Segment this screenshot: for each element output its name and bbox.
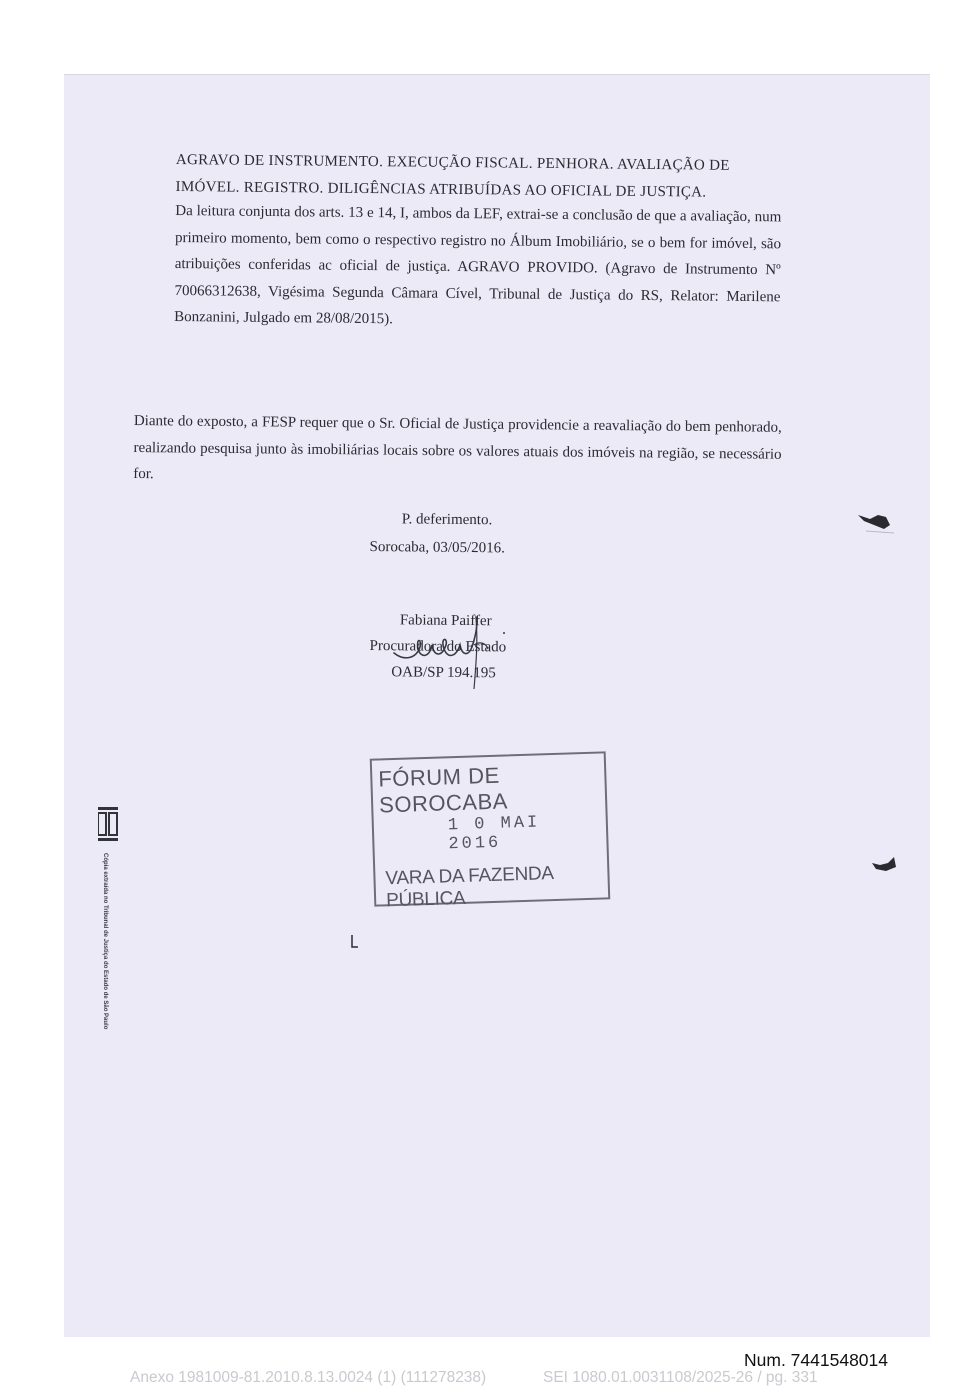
stamp-date: 1 0 MAI 2016	[447, 813, 541, 855]
court-receipt-stamp	[370, 751, 611, 912]
signer-role: Procuradora do Estado	[369, 637, 507, 656]
footer-sei-reference: SEI 1080.01.0031108/2025-26 / pg. 331	[543, 1369, 818, 1386]
signer-name: Fabiana Paiffer	[399, 612, 492, 630]
document-number: Num. 7441548014	[744, 1350, 888, 1370]
tjsp-copy-note	[102, 853, 118, 1030]
signer-oab: OAB/SP 194.195	[391, 664, 496, 682]
stamp-vara: VARA DA FAZENDA PÚBLICA	[385, 863, 554, 912]
tjsp-copy-note-text: Cópia extraída no Tribunal de Justiça do Estado de São Paulo	[102, 853, 108, 1030]
closing-place-date: Sorocaba, 03/05/2016.	[369, 538, 506, 557]
scan-corner-mark	[350, 935, 360, 949]
ementa-heading-line-2: IMÓVEL. REGISTRO. DILIGÊNCIAS ATRIBUÍDAS AO OFICIAL DE JUSTIÇA.	[175, 178, 707, 201]
closing-block	[369, 505, 570, 563]
scan-blot-mark	[870, 855, 900, 877]
scanned-page	[64, 74, 930, 1337]
ementa-text: Da leitura conjunta dos arts. 13 e 14, I, ambos da LEF, extrai-se a conclusão de que a avaliação, num primeiro momento, bem como o respectivo registro no Álbum Imobiliário, se o bem for imóvel, são atribuições conferidas ac oficial de justiça. AGRAVO PROVIDO. (Agravo de Instrumento Nº 70066312638, Vigésima Segunda Câmara Cível, Tribunal de Justiça do RS, Relator: Marilene Bonzanini, Julgado em 28/08/2015).	[174, 202, 782, 328]
closing-deferimento: P. deferimento.	[401, 511, 493, 529]
signer-block	[369, 607, 570, 687]
ementa-block	[174, 147, 782, 337]
tjsp-logo-icon	[98, 807, 118, 841]
footer-annex-reference: Anexo 1981009-81.2010.8.13.0024 (1) (111278238)	[130, 1369, 487, 1386]
scan-blot-mark	[856, 509, 898, 535]
stamp-forum: FÓRUM DE SOROCABA	[377, 762, 509, 818]
ementa-heading-line-1: AGRAVO DE INSTRUMENTO. EXECUÇÃO FISCAL. PENHORA. AVALIAÇÃO DE	[175, 151, 730, 174]
request-paragraph: Diante do exposto, a FESP requer que o Sr. Oficial de Justiça providencie a reavaliação do bem penhorado, realizando pesquisa junto às imobiliárias locais sobre os valores atuais dos imóveis na região, se necessário for.	[133, 412, 782, 483]
